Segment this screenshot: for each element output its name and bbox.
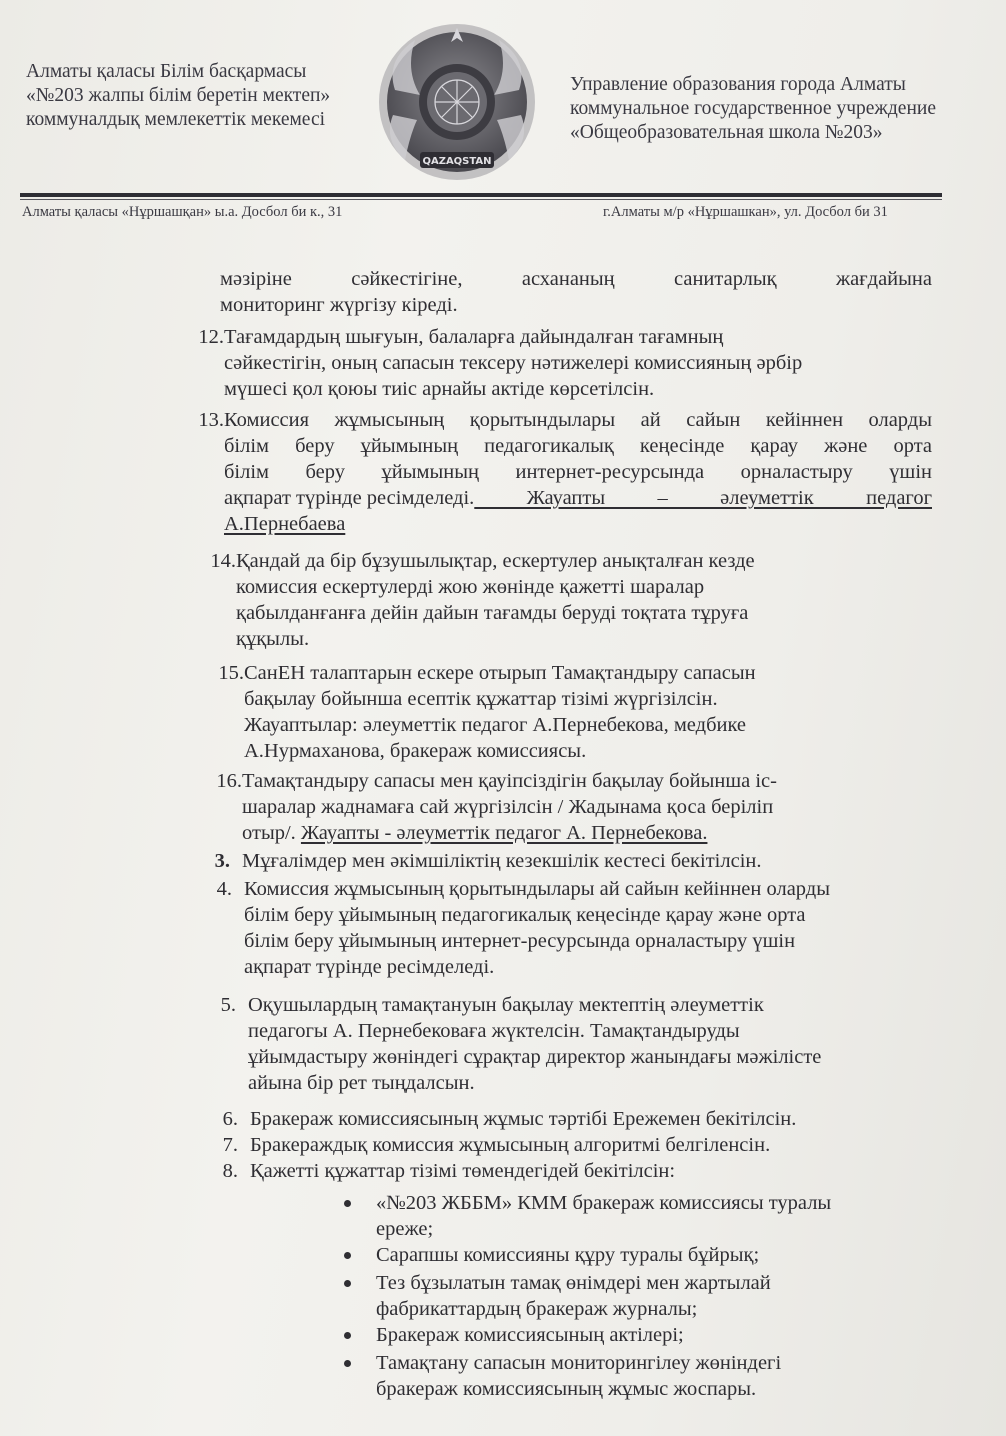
text-line: комиссия ескертулерді жою жөнінде қажетті шаралар — [236, 576, 705, 598]
bullet-icon — [344, 1360, 351, 1367]
responsible-underlined: Жауапты - әлеуметтік педагог А. Пернебекова. — [300, 822, 708, 844]
header-left-line: коммуналдық мемлекеттік мекемесі — [26, 109, 326, 130]
bullet-icon — [344, 1200, 351, 1207]
text-line: айына бір рет тыңдалсын. — [248, 1072, 475, 1094]
text-line: Тамақтану сапасын мониторингілеу жөніндегі — [376, 1352, 782, 1374]
text-line: бақылау бойынша есептік құжаттар тізімі жүргізілсін. — [244, 688, 718, 710]
item-number: 6. — [222, 1108, 238, 1130]
text-line: Бракераж комиссиясының актілері; — [376, 1324, 684, 1346]
text-line: ұйымдастыру жөніндегі сұрақтар директор жанындағы мәжілісте — [248, 1046, 822, 1068]
text-line: мүшесі қол қоюы тиіс арнайы актіде көрсетілсін. — [224, 378, 655, 400]
text-plain: отыр/. — [242, 822, 301, 844]
responsible-underlined: Жауапты – әлеуметтік педагог — [474, 487, 932, 509]
item-number: 3. — [214, 850, 230, 872]
item-number: 16. — [216, 770, 242, 792]
text-line: фабрикаттардың бракераж журналы; — [376, 1298, 698, 1320]
item-number: 4. — [216, 878, 232, 900]
text-line: Қажетті құжаттар тізімі төмендегідей бекітілсін: — [250, 1160, 676, 1182]
address-kazakh: Алматы қаласы «Нұршашқан» ы.а. Досбол би к., 31 — [22, 204, 343, 220]
text-line: қабылданғанға дейін дайын тағамды беруді тоқтата тұруға — [236, 602, 749, 624]
text-line: Тағамдардың шығуын, балаларға дайындалған тағамның — [224, 326, 724, 348]
text-line: Бракераждық комиссия жұмысының алгоритмі белгіленсін. — [250, 1134, 771, 1156]
header-right-line: «Общеобразовательная школа №203» — [570, 122, 883, 143]
bullet-icon — [344, 1332, 351, 1339]
text-line: білім беру ұйымының педагогикалық кеңесінде қарау және орта — [244, 904, 806, 926]
text-line: ереже; — [376, 1218, 434, 1240]
text-line: білім беру ұйымының интернет-ресурсында орналастыру үшін — [224, 461, 932, 483]
text-line: сәйкестігін, оның сапасын тексеру нәтижелері комиссияның әрбір — [224, 352, 803, 374]
text-line: мәзіріне сәйкестігіне, асхананың санитарлық жағдайына — [220, 268, 932, 290]
text-line: ақпарат түрінде ресімделеді. — [244, 956, 495, 978]
state-emblem-icon — [375, 20, 540, 190]
text-line: педагогы А. Пернебековаға жүктелсін. Тамақтандыруды — [248, 1020, 740, 1042]
emblem-inscription: QAZAQSTAN — [422, 156, 492, 167]
text-line: Тамақтандыру сапасы мен қауіпсіздігін бақылау бойынша іс- — [242, 770, 777, 792]
item-number: 14. — [210, 550, 236, 572]
item-number: 12. — [198, 326, 224, 348]
text-line: Қандай да бір бұзушылықтар, ескертулер анықталған кезде — [236, 550, 755, 572]
item-number: 15. — [218, 662, 244, 684]
text-line: білім беру ұйымының интернет-ресурсында орналастыру үшін — [244, 930, 796, 952]
responsible-underlined: А.Пернебаева — [224, 513, 346, 535]
text-line: Комиссия жұмысының қорытындылары ай сайын кейіннен оларды — [224, 409, 932, 431]
text-line: Жауаптылар: әлеуметтік педагог А.Пернебекова, медбике — [244, 714, 747, 736]
text-line: Бракераж комиссиясының жұмыс тәртібі Ережемен бекітілсін. — [250, 1108, 797, 1130]
bullet-icon — [344, 1252, 351, 1259]
text-line: Сарапшы комиссияны құру туралы бұйрық; — [376, 1244, 760, 1266]
text-line: Оқушылардың тамақтануын бақылау мектептің әлеуметтік — [248, 994, 764, 1016]
text-line: Тез бұзылатын тамақ өнімдері мен жартылай — [376, 1272, 771, 1294]
header-right-russian — [570, 73, 990, 145]
text-line: Комиссия жұмысының қорытындылары ай сайын кейіннен оларды — [244, 878, 830, 900]
header-divider — [20, 193, 942, 197]
header-left-line: «№203 жалпы білім беретін мектеп» — [26, 85, 331, 106]
text-line: «№203 ЖББМ» КММ бракераж комиссиясы туралы — [376, 1192, 832, 1214]
header-left-kazakh — [26, 60, 376, 132]
item-number: 7. — [222, 1134, 238, 1156]
item-number: 13. — [198, 409, 224, 431]
bullet-icon — [344, 1280, 351, 1287]
item-number: 8. — [222, 1160, 238, 1182]
header-left-line: Алматы қаласы Білім басқармасы — [26, 61, 307, 82]
item-number: 5. — [220, 994, 236, 1016]
text-line: СанЕН талаптарын ескере отырып Тамақтандыру сапасын — [244, 662, 756, 684]
text-line — [242, 820, 902, 846]
text-plain: ақпарат түрінде ресімделеді. — [224, 487, 475, 509]
text-line: шаралар жаднамаға сай жүргізілсін / Жадынама қоса беріліп — [242, 796, 774, 818]
header-divider-thin — [20, 199, 942, 200]
text-line — [224, 485, 932, 511]
text-line: Мұғалімдер мен әкімшіліктің кезекшілік кестесі бекітілсін. — [242, 850, 762, 872]
header-right-line: Управление образования города Алматы — [570, 74, 906, 95]
header-right-line: коммунальное государственное учреждение — [570, 98, 936, 119]
text-line: білім беру ұйымының педагогикалық кеңесінде қарау және орта — [224, 435, 932, 457]
text-line: құқылы. — [236, 628, 310, 650]
text-line: А.Нурмаханова, бракераж комиссиясы. — [244, 740, 587, 762]
text-line: бракераж комиссиясының жұмыс жоспары. — [376, 1378, 757, 1400]
text-line: мониторинг жүргізу кіреді. — [220, 294, 458, 316]
address-russian: г.Алматы м/р «Нұршашкан», ул. Досбол би 31 — [603, 204, 888, 220]
continuation-paragraph — [220, 266, 932, 318]
